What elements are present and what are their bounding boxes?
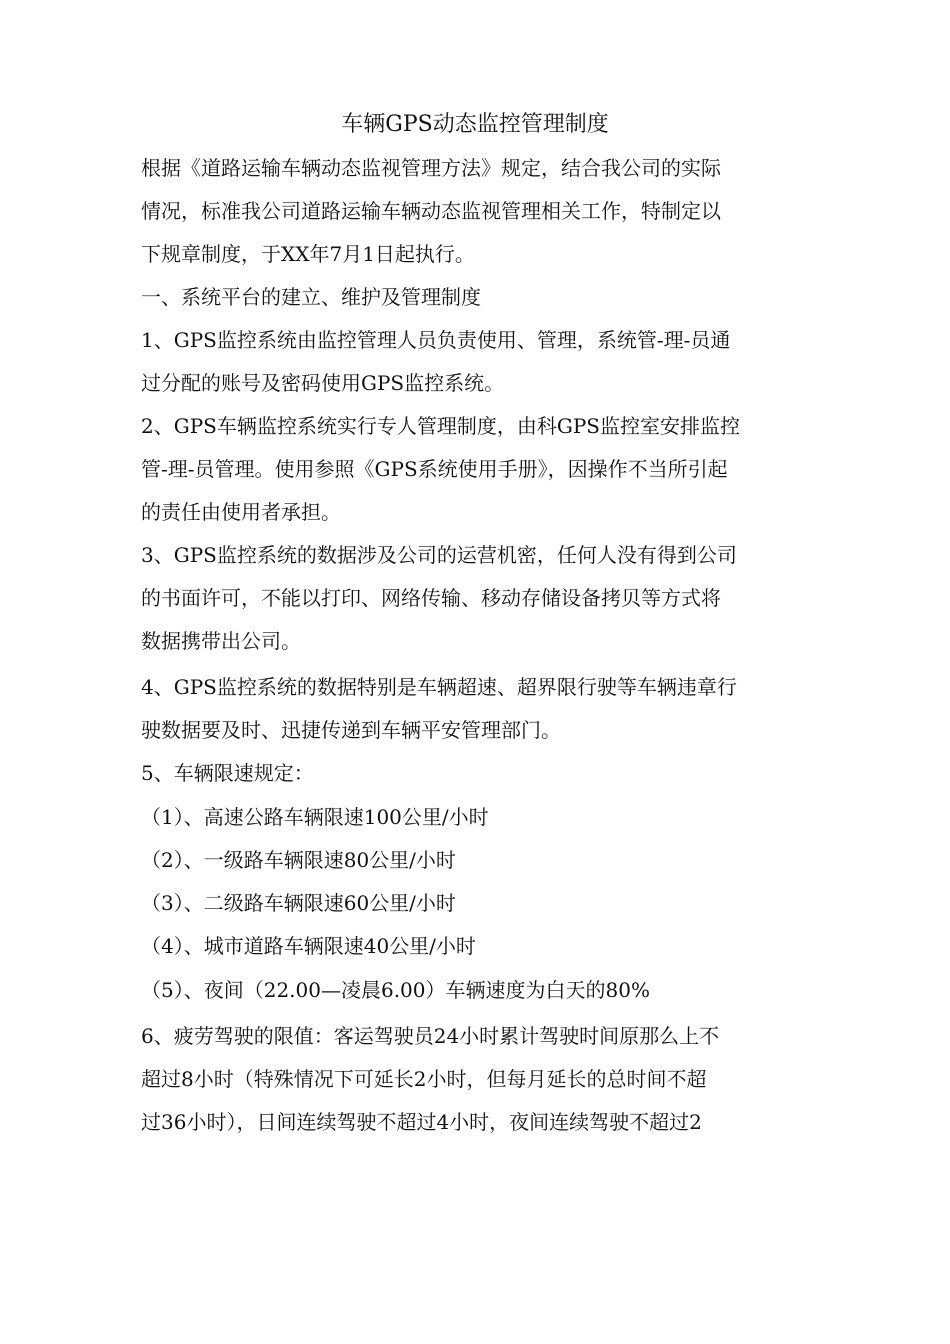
list-item: （5）、夜间（22.00—凌晨6.00）车辆速度为白天的80% — [141, 978, 650, 1002]
paragraph-line: 驶数据要及时、迅捷传递到车辆平安管理部门。 — [141, 718, 561, 742]
paragraph-line: 5、车辆限速规定： — [141, 761, 314, 785]
paragraph-line: 情况，标准我公司道路运输车辆动态监视管理相关工作，特制定以 — [141, 199, 721, 223]
paragraph-line: 过分配的账号及密码使用GPS监控系统。 — [141, 371, 505, 395]
list-item: （2）、一级路车辆限速80公里/小时 — [141, 848, 456, 872]
list-item: （3）、二级路车辆限速60公里/小时 — [141, 891, 456, 915]
paragraph-line: 根据《道路运输车辆动态监视管理方法》规定，结合我公司的实际 — [141, 156, 721, 180]
paragraph-line: 过36小时），日间连续驾驶不超过4小时，夜间连续驾驶不超过2 — [141, 1110, 702, 1134]
paragraph-line: 的书面许可，不能以打印、网络传输、移动存储设备拷贝等方式将 — [141, 586, 721, 610]
list-item: （1）、高速公路车辆限速100公里/小时 — [141, 805, 489, 829]
paragraph-line: 的责任由使用者承担。 — [141, 500, 341, 524]
paragraph-line: 管-理-员管理。使用参照《GPS系统使用手册》，因操作不当所引起 — [141, 457, 728, 481]
paragraph-line: 2、GPS车辆监控系统实行专人管理制度，由科GPS监控室安排监控 — [141, 414, 740, 438]
paragraph-line: 3、GPS监控系统的数据涉及公司的运营机密，任何人没有得到公司 — [141, 543, 737, 567]
section-heading: 一、系统平台的建立、维护及管理制度 — [141, 285, 481, 309]
list-item: （4）、城市道路车辆限速40公里/小时 — [141, 934, 476, 958]
paragraph-line: 数据携带出公司。 — [141, 629, 301, 653]
paragraph-line: 6、疲劳驾驶的限值：客运驾驶员24小时累计驾驶时间原那么上不 — [141, 1024, 720, 1048]
document-title: 车辆GPS动态监控管理制度 — [341, 112, 609, 137]
paragraph-line: 1、GPS监控系统由监控管理人员负责使用、管理，系统管-理-员通 — [141, 328, 731, 352]
paragraph-line: 超过8小时（特殊情况下可延长2小时，但每月延长的总时间不超 — [141, 1067, 707, 1091]
paragraph-line: 下规章制度，于XX年7月1日起执行。 — [141, 242, 475, 266]
paragraph-line: 4、GPS监控系统的数据特别是车辆超速、超界限行驶等车辆违章行 — [141, 675, 737, 699]
